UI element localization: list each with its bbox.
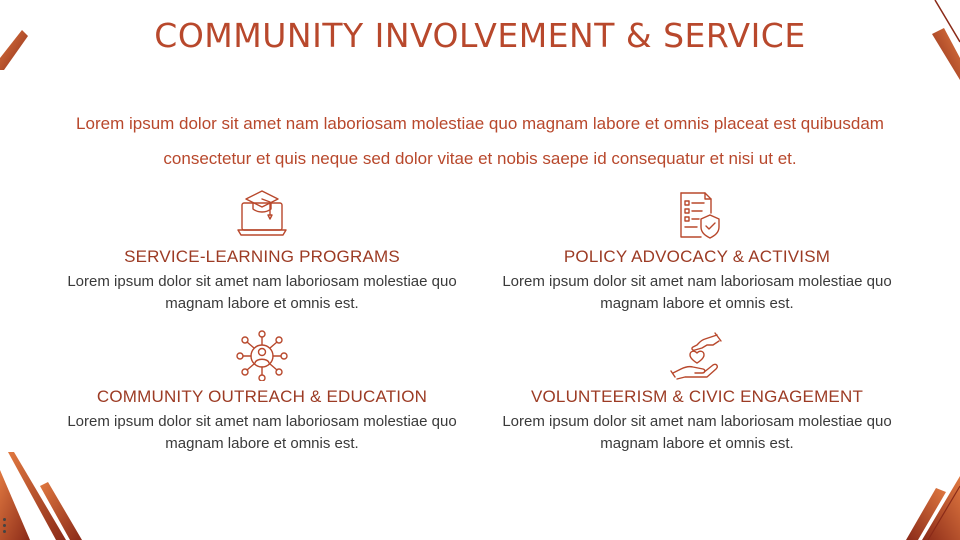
item-description: Lorem ipsum dolor sit amet nam laboriosam molestiae quo magnam labore et omnis est. [67,273,457,312]
item-heading: POLICY ADVOCACY & ACTIVISM [563,247,831,266]
item-heading: COMMUNITY OUTREACH & EDUCATION [96,387,428,406]
item-description: Lorem ipsum dolor sit amet nam laboriosam molestiae quo magnam labore et omnis est. [67,413,457,452]
item-description: Lorem ipsum dolor sit amet nam laboriosam molestiae quo magnam labore et omnis est. [502,413,892,452]
intro-paragraph: Lorem ipsum dolor sit amet nam laboriosam molestiae quo magnam labore et omnis placeat est quibusdam consectetur et quis neque sed dolor vitae et nobis saepe id consequatur et nisi ut et. [76,114,884,168]
slide-menu-dots[interactable] [2,518,8,538]
item-community-outreach [52,329,472,455]
item-volunteerism [487,329,907,455]
item-heading: SERVICE-LEARNING PROGRAMS [124,247,400,266]
item-policy-advocacy [487,189,907,315]
item-heading: VOLUNTEERISM & CIVIC ENGAGEMENT [530,387,864,406]
slide-title: COMMUNITY INVOLVEMENT & SERVICE [154,16,806,55]
item-service-learning [52,189,472,315]
network-person-icon [234,329,290,381]
document-shield-icon [669,189,725,241]
hands-heart-icon [669,329,725,381]
item-description: Lorem ipsum dolor sit amet nam laboriosam molestiae quo magnam labore et omnis est. [502,273,892,312]
laptop-graduation-cap-icon [234,189,290,241]
